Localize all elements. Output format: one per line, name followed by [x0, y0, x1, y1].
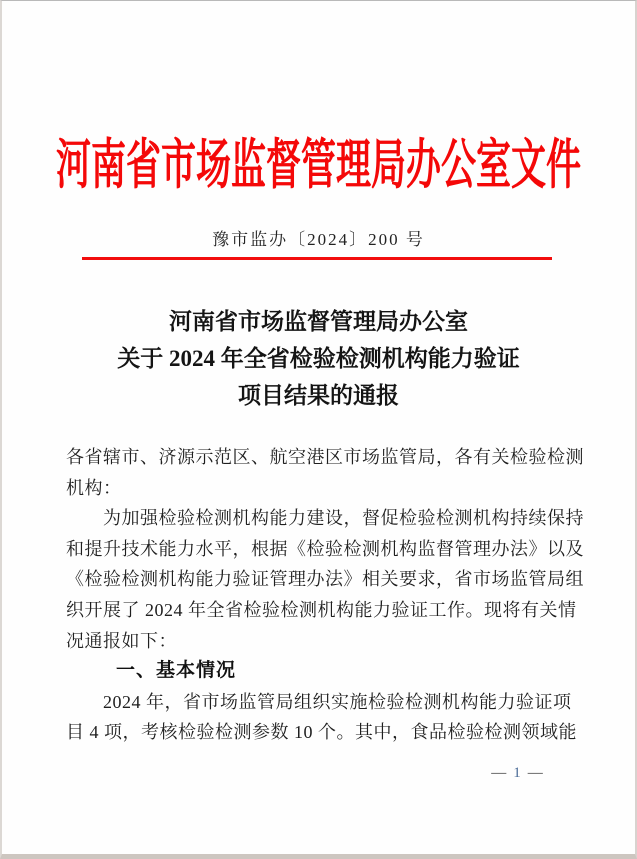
document-title: [2, 303, 635, 414]
document-body: [66, 442, 587, 748]
red-separator-rule: [82, 257, 552, 260]
text-line: 况通报如下：: [66, 630, 177, 651]
document-title-line3: 项目结果的通报: [238, 383, 399, 408]
text-line: 和提升技术能力水平，根据《检验检测机构监督管理办法》以及: [66, 538, 584, 559]
footer-page-number: 1: [513, 765, 521, 781]
letterhead-agency-title: 河南省市场监督管理局办公室文件: [55, 135, 581, 196]
text-line: 织开展了 2024 年全省检验检测机构能力验证工作。现将有关情: [66, 599, 577, 620]
document-title-line1: 河南省市场监督管理局办公室: [169, 309, 468, 334]
footer-left-dash: —: [491, 765, 507, 781]
footer-right-dash: —: [527, 765, 543, 781]
text-line: 2024 年，省市场监管局组织实施检验检测机构能力验证项: [66, 691, 572, 712]
text-line: 机构：: [66, 477, 122, 498]
document-number: 豫市监办〔2024〕200 号: [212, 230, 425, 249]
section1-heading: 一、基本情况: [116, 660, 237, 682]
text-line: 《检验检测机构能力验证管理办法》相关要求，省市场监管局组: [66, 569, 584, 590]
salutation-paragraph: [66, 442, 587, 503]
intro-paragraph: [66, 503, 587, 656]
text-line: 目 4 项，考核检验检测参数 10 个。其中，食品检验检测领域能: [66, 722, 577, 743]
text-line: 各省辖市、济源示范区、航空港区市场监管局，各有关检验检测: [66, 447, 584, 467]
page-number-footer: [462, 765, 572, 782]
section1-paragraph: [66, 687, 587, 748]
letterhead: [2, 135, 635, 196]
document-title-line2: 关于 2024 年全省检验检测机构能力验证: [117, 346, 520, 371]
text-line: 为加强检验检测机构能力建设，督促检验检测机构持续保持: [66, 508, 584, 529]
